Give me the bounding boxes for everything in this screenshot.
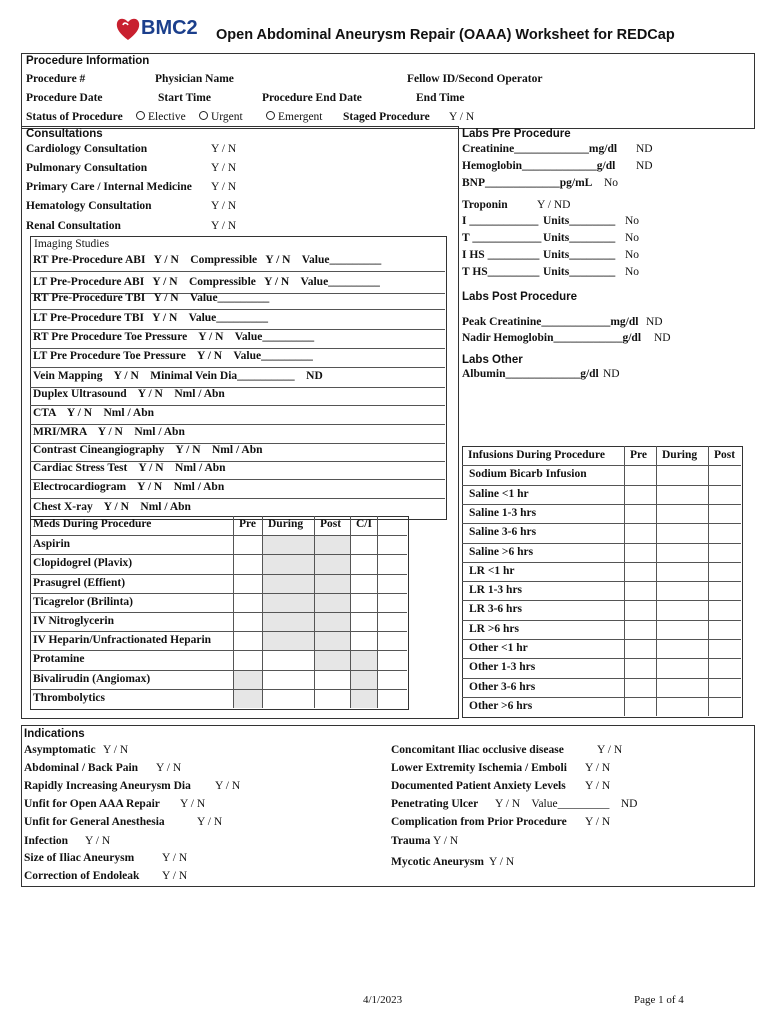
radio-circle-icon — [199, 111, 208, 120]
col-divider — [656, 446, 657, 716]
indication-label: Size of Iliac Aneurysm — [24, 852, 135, 864]
infusion-label: Sodium Bicarb Infusion — [469, 468, 587, 481]
lab-pre-label[interactable]: BNP_____________pg/mL — [462, 177, 593, 189]
med-label: Thrombolytics — [33, 691, 105, 704]
infusion-col-header: During — [662, 449, 698, 461]
med-label: Prasugrel (Effient) — [33, 576, 126, 589]
infusion-cell[interactable] — [657, 659, 708, 677]
imaging-row[interactable]: Vein Mapping Y / N Minimal Vein Dia__________ ND — [33, 370, 323, 382]
med-cell[interactable] — [234, 671, 262, 689]
consultation-yn[interactable]: Y / N — [211, 143, 237, 155]
infusion-cell[interactable] — [709, 698, 741, 716]
footer-page-number: Page 1 of 4 — [634, 994, 684, 1006]
consultation-yn[interactable]: Y / N — [211, 220, 237, 232]
labs-other-heading: Labs Other — [462, 354, 523, 366]
indications-heading: Indications — [24, 728, 85, 740]
indication-label: Abdominal / Back Pain — [24, 762, 139, 774]
infusion-cell[interactable] — [709, 524, 741, 542]
infusion-cell[interactable] — [657, 466, 708, 484]
med-cell[interactable] — [315, 594, 350, 612]
radio-circle-icon — [136, 111, 145, 120]
med-cell[interactable] — [263, 671, 314, 689]
med-label: IV Nitroglycerin — [33, 615, 115, 627]
indication-yn[interactable]: Y / N — [215, 780, 241, 792]
infusion-label: LR 3-6 hrs — [469, 603, 523, 616]
indication-label: Infection — [24, 835, 69, 847]
med-cell[interactable] — [263, 651, 314, 669]
infusion-cell[interactable] — [625, 486, 656, 504]
indication-yn[interactable]: Y / N — [597, 744, 623, 756]
lab-other-label[interactable]: Albumin_____________g/dl — [462, 368, 599, 380]
med-cell[interactable] — [351, 594, 377, 612]
indication-label: Concomitant Iliac occlusive disease — [391, 744, 564, 756]
infusion-cell[interactable] — [625, 505, 656, 523]
footer-date: 4/1/2023 — [363, 994, 403, 1006]
lab-pre-units[interactable]: Units________ — [543, 232, 616, 244]
indication-label: Trauma — [391, 835, 431, 847]
med-cell[interactable] — [351, 671, 377, 689]
infusion-cell[interactable] — [709, 601, 741, 619]
indication-yn[interactable]: Y / N — [585, 762, 611, 774]
indication-yn[interactable]: Y / N — [585, 816, 611, 828]
elective-radio[interactable]: Elective — [136, 111, 186, 123]
procedure-number-field[interactable]: Procedure # — [26, 73, 86, 85]
lab-pre-nd[interactable]: ND — [636, 160, 653, 172]
infusion-cell[interactable] — [709, 505, 741, 523]
imaging-studies-heading: Imaging Studies — [34, 238, 110, 250]
med-cell[interactable] — [351, 575, 377, 593]
med-cell[interactable] — [315, 575, 350, 593]
imaging-row[interactable]: RT Pre-Procedure ABI Y / N Compressible Y / N Value_________ — [33, 254, 382, 266]
consultation-label: Pulmonary Consultation — [26, 162, 148, 174]
meds-col-header: C/I — [356, 518, 372, 530]
infusion-cell[interactable] — [709, 466, 741, 484]
meds-col-header: Pre — [239, 518, 257, 530]
row-divider — [30, 309, 445, 310]
staged-procedure-yn[interactable]: Y / N — [449, 111, 475, 123]
imaging-row[interactable]: LT Pre Procedure Toe Pressure Y / N Value_________ — [33, 350, 313, 362]
meds-col-header: Post — [320, 518, 342, 530]
indication-label: Documented Patient Anxiety Levels — [391, 780, 566, 792]
med-cell[interactable] — [315, 690, 350, 708]
imaging-row[interactable]: LT Pre-Procedure ABI Y / N Compressible Y / N Value_________ — [33, 276, 380, 288]
infusion-label: Saline <1 hr — [469, 487, 529, 500]
infusion-label: Other >6 hrs — [469, 699, 533, 712]
med-cell[interactable] — [351, 613, 377, 631]
consultation-label: Hematology Consultation — [26, 200, 152, 212]
imaging-row[interactable]: Duplex Ultrasound Y / N Nml / Abn — [33, 388, 225, 400]
lab-pre-nd[interactable]: No — [625, 266, 640, 278]
lab-post-label[interactable]: Nadir Hemoglobin____________g/dl — [462, 332, 642, 344]
procedure-info-heading: Procedure Information — [26, 55, 150, 67]
lab-pre-nd[interactable]: No — [625, 249, 640, 261]
labs-post-heading: Labs Post Procedure — [462, 291, 578, 303]
consultation-label: Cardiology Consultation — [26, 143, 148, 155]
med-cell[interactable] — [351, 555, 377, 573]
med-cell[interactable] — [351, 632, 377, 650]
emergent-radio[interactable]: Emergent — [266, 111, 323, 123]
med-cell[interactable] — [315, 536, 350, 554]
infusion-cell[interactable] — [625, 659, 656, 677]
med-cell[interactable] — [234, 690, 262, 708]
urgent-radio[interactable]: Urgent — [199, 111, 243, 123]
med-cell[interactable] — [234, 536, 262, 554]
lab-pre-label[interactable]: Troponin — [462, 199, 508, 211]
infusion-cell[interactable] — [625, 582, 656, 600]
imaging-row[interactable]: MRI/MRA Y / N Nml / Abn — [33, 426, 185, 438]
imaging-row[interactable]: CTA Y / N Nml / Abn — [33, 407, 154, 419]
indication-yn[interactable]: Y / N — [162, 870, 188, 882]
indication-yn[interactable]: Y / N — [103, 744, 129, 756]
med-cell[interactable] — [351, 651, 377, 669]
meds-heading: Meds During Procedure — [33, 518, 152, 530]
infusion-cell[interactable] — [657, 544, 708, 562]
indication-label: Complication from Prior Procedure — [391, 816, 567, 828]
infusion-cell[interactable] — [625, 621, 656, 639]
indication-yn[interactable]: Y / N — [85, 835, 111, 847]
infusion-label: LR <1 hr — [469, 564, 515, 577]
lab-pre-nd[interactable]: No — [604, 177, 619, 189]
infusion-label: Saline 3-6 hrs — [469, 526, 537, 539]
infusion-cell[interactable] — [625, 563, 656, 581]
lab-other-nd[interactable]: ND — [603, 368, 620, 380]
end-time-field[interactable]: End Time — [416, 92, 465, 104]
med-cell[interactable] — [315, 632, 350, 650]
row-divider — [30, 424, 445, 425]
procedure-date-field[interactable]: Procedure Date — [26, 92, 103, 104]
consultation-yn[interactable]: Y / N — [211, 200, 237, 212]
med-cell[interactable] — [234, 632, 262, 650]
med-cell[interactable] — [315, 671, 350, 689]
lab-pre-label[interactable]: T ____________ — [462, 232, 542, 244]
infusion-cell[interactable] — [625, 698, 656, 716]
infusion-cell[interactable] — [657, 505, 708, 523]
med-cell[interactable] — [263, 690, 314, 708]
imaging-row[interactable]: Cardiac Stress Test Y / N Nml / Abn — [33, 462, 226, 474]
infusion-col-header: Post — [714, 449, 736, 461]
meds-col-header: During — [268, 518, 304, 530]
consultation-yn[interactable]: Y / N — [211, 162, 237, 174]
physician-name-field[interactable]: Physician Name — [155, 73, 234, 85]
med-cell[interactable] — [351, 690, 377, 708]
row-divider — [30, 271, 445, 272]
lab-pre-label[interactable]: I ____________ — [462, 215, 539, 227]
consultation-label: Renal Consultation — [26, 220, 121, 232]
col-divider — [624, 446, 625, 716]
row-divider — [30, 348, 445, 349]
lab-pre-nd[interactable]: No — [625, 232, 640, 244]
row-divider — [30, 479, 445, 480]
imaging-row[interactable]: Electrocardiogram Y / N Nml / Abn — [33, 481, 225, 493]
med-label: Aspirin — [33, 538, 71, 551]
col-divider — [262, 516, 263, 708]
labs-pre-heading: Labs Pre Procedure — [462, 128, 571, 140]
row-divider — [30, 329, 445, 330]
row-divider — [30, 498, 445, 499]
infusion-cell[interactable] — [625, 601, 656, 619]
lab-post-nd[interactable]: ND — [654, 332, 671, 344]
row-divider — [30, 405, 445, 406]
infusion-label: Saline >6 hrs — [469, 545, 534, 558]
indication-label: Lower Extremity Ischemia / Emboli — [391, 762, 567, 774]
med-label: IV Heparin/Unfractionated Heparin — [33, 634, 212, 647]
imaging-row[interactable]: Contrast Cineangiography Y / N Nml / Abn — [33, 444, 263, 456]
staged-procedure-label: Staged Procedure — [343, 111, 430, 123]
lab-post-label[interactable]: Peak Creatinine____________mg/dl — [462, 316, 639, 328]
col-divider — [377, 516, 378, 708]
infusion-cell[interactable] — [709, 563, 741, 581]
infusion-cell[interactable] — [657, 698, 708, 716]
indication-label: Rapidly Increasing Aneurysm Dia — [24, 780, 191, 792]
lab-pre-units[interactable]: Units________ — [543, 249, 616, 261]
infusion-cell[interactable] — [657, 563, 708, 581]
infusion-cell[interactable] — [657, 621, 708, 639]
med-cell[interactable] — [234, 613, 262, 631]
infusion-cell[interactable] — [709, 621, 741, 639]
infusion-cell[interactable] — [709, 486, 741, 504]
col-divider — [708, 446, 709, 716]
infusion-cell[interactable] — [709, 582, 741, 600]
indication-yn[interactable]: Y / N — [585, 780, 611, 792]
med-cell[interactable] — [234, 651, 262, 669]
med-cell[interactable] — [234, 575, 262, 593]
lab-pre-units[interactable]: Units________ — [543, 215, 616, 227]
infusion-cell[interactable] — [657, 679, 708, 697]
med-cell[interactable] — [263, 555, 314, 573]
infusion-cell[interactable] — [657, 582, 708, 600]
med-label: Ticagrelor (Brilinta) — [33, 595, 133, 608]
indication-label: Unfit for Open AAA Repair — [24, 798, 160, 810]
lab-pre-nd[interactable]: No — [625, 215, 640, 227]
fellow-id-field[interactable]: Fellow ID/Second Operator — [407, 73, 543, 85]
infusion-cell[interactable] — [625, 544, 656, 562]
imaging-row[interactable]: Chest X-ray Y / N Nml / Abn — [33, 501, 191, 513]
infusion-label: Other 1-3 hrs — [469, 661, 536, 674]
infusion-cell[interactable] — [657, 601, 708, 619]
infusion-label: LR >6 hrs — [469, 622, 520, 635]
med-cell[interactable] — [263, 575, 314, 593]
indication-yn[interactable]: Y / N — [180, 798, 206, 810]
med-cell[interactable] — [263, 536, 314, 554]
lab-post-nd[interactable]: ND — [646, 316, 663, 328]
imaging-row[interactable]: RT Pre-Procedure TBI Y / N Value_________ — [33, 292, 270, 304]
med-label: Clopidogrel (Plavix) — [33, 557, 133, 570]
lab-pre-label[interactable]: T HS_________ — [462, 266, 540, 278]
infusion-cell[interactable] — [709, 679, 741, 697]
imaging-row[interactable]: RT Pre Procedure Toe Pressure Y / N Value_________ — [33, 331, 315, 343]
radio-circle-icon — [266, 111, 275, 120]
infusion-label: Saline 1-3 hrs — [469, 506, 537, 519]
lab-pre-label[interactable]: I HS _________ — [462, 249, 540, 261]
procedure-end-date-field[interactable]: Procedure End Date — [262, 92, 362, 104]
med-cell[interactable] — [263, 594, 314, 612]
indication-yn[interactable]: Y / N — [162, 852, 188, 864]
med-cell[interactable] — [351, 536, 377, 554]
med-label: Protamine — [33, 653, 85, 666]
col-divider — [233, 516, 234, 708]
consultation-label: Primary Care / Internal Medicine — [26, 181, 192, 193]
infusion-cell[interactable] — [709, 659, 741, 677]
infusion-label: Other <1 hr — [469, 642, 528, 654]
infusion-cell[interactable] — [625, 524, 656, 542]
consultation-yn[interactable]: Y / N — [211, 181, 237, 193]
indication-yn[interactable]: Y / N — [197, 816, 223, 828]
row-divider — [30, 367, 445, 368]
brand-name: BMC2 — [141, 17, 198, 39]
status-label: Status of Procedure — [26, 111, 123, 123]
infusions-heading: Infusions During Procedure — [468, 449, 605, 461]
infusion-cell[interactable] — [709, 640, 741, 658]
indication-label: Asymptomatic — [24, 744, 96, 756]
infusion-cell[interactable] — [657, 486, 708, 504]
med-cell[interactable] — [263, 632, 314, 650]
med-cell[interactable] — [234, 594, 262, 612]
med-cell[interactable] — [234, 555, 262, 573]
infusion-col-header: Pre — [630, 449, 648, 461]
infusion-cell[interactable] — [709, 544, 741, 562]
indication-yn[interactable]: Y / N — [433, 835, 459, 847]
indication-yn[interactable]: Y / N Value_________ ND — [495, 798, 638, 810]
start-time-field[interactable]: Start Time — [158, 92, 211, 104]
infusion-cell[interactable] — [657, 524, 708, 542]
lab-pre-label[interactable]: Hemoglobin_____________g/dl — [462, 160, 616, 172]
med-cell[interactable] — [315, 651, 350, 669]
med-label: Bivalirudin (Angiomax) — [33, 672, 151, 685]
indication-yn[interactable]: Y / N — [156, 762, 182, 774]
indication-label: Mycotic Aneurysm — [391, 856, 484, 868]
imaging-row[interactable]: LT Pre-Procedure TBI Y / N Value_________ — [33, 312, 269, 324]
infusion-label: LR 1-3 hrs — [469, 584, 523, 597]
infusion-cell[interactable] — [625, 640, 656, 658]
col-divider — [350, 516, 351, 708]
med-cell[interactable] — [315, 555, 350, 573]
lab-pre-nd[interactable]: Y / ND — [537, 199, 571, 211]
indication-label: Unfit for General Anesthesia — [24, 816, 165, 828]
infusion-cell[interactable] — [625, 679, 656, 697]
indication-label: Penetrating Ulcer — [391, 798, 479, 810]
med-cell[interactable] — [263, 613, 314, 631]
indication-yn[interactable]: Y / N — [489, 856, 515, 868]
col-divider — [314, 516, 315, 708]
lab-pre-label[interactable]: Creatinine_____________mg/dl — [462, 143, 618, 155]
infusion-cell[interactable] — [625, 466, 656, 484]
lab-pre-nd[interactable]: ND — [636, 143, 653, 155]
page-title: Open Abdominal Aneurysm Repair (OAAA) Worksheet for REDCap — [216, 27, 675, 43]
lab-pre-units[interactable]: Units________ — [543, 266, 616, 278]
infusion-cell[interactable] — [657, 640, 708, 658]
infusion-label: Other 3-6 hrs — [469, 680, 536, 693]
heart-logo-icon — [115, 16, 141, 42]
indication-label: Correction of Endoleak — [24, 870, 140, 882]
med-cell[interactable] — [315, 613, 350, 631]
consultations-heading: Consultations — [26, 128, 103, 140]
